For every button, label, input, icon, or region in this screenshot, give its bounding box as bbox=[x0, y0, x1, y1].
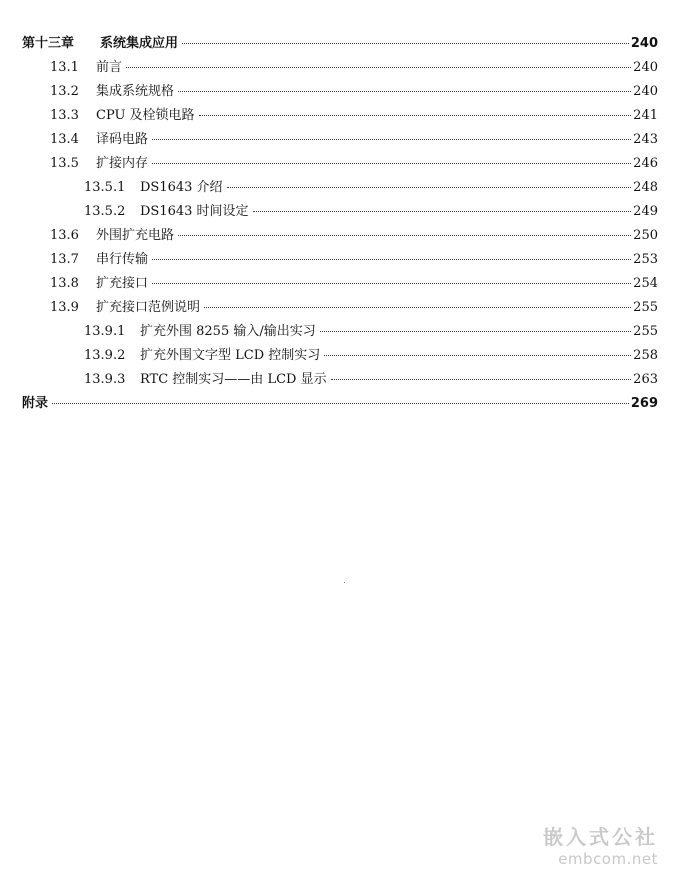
dot-leader bbox=[253, 211, 632, 212]
dot-leader bbox=[152, 163, 631, 164]
toc-entry-title: 系统集成应用 bbox=[100, 36, 179, 51]
toc-entry-title: 集成系统规格 bbox=[96, 84, 175, 99]
toc-entry-page: 255 bbox=[633, 324, 658, 339]
toc-entry-number: 13.5.2 bbox=[84, 204, 126, 219]
toc-entry-number: 13.7 bbox=[50, 252, 79, 267]
site-watermark bbox=[543, 825, 658, 869]
toc-entry-number: 13.9 bbox=[50, 300, 79, 315]
toc-entry-title: 串行传输 bbox=[96, 252, 149, 267]
toc-entry-number: 第十三章 bbox=[22, 36, 75, 51]
toc-entry-page: 248 bbox=[633, 180, 658, 195]
toc-entry-page: 254 bbox=[633, 276, 658, 291]
toc-entry-13-9 bbox=[50, 300, 658, 316]
toc-entry-title: 扩充外围 8255 输入/输出实习 bbox=[140, 324, 316, 339]
toc-entry-number: 13.9.2 bbox=[84, 348, 126, 363]
toc-entry-13-5 bbox=[50, 156, 658, 172]
dot-leader bbox=[178, 235, 631, 236]
toc-entry-page: 258 bbox=[633, 348, 658, 363]
toc-entry-number: 13.6 bbox=[50, 228, 79, 243]
toc-entry-13-9-1 bbox=[84, 324, 658, 340]
toc-entry-13-6 bbox=[50, 228, 658, 244]
dot-leader bbox=[152, 283, 631, 284]
toc-entry-number: 13.9.1 bbox=[84, 324, 126, 339]
toc-entry-number: 13.4 bbox=[50, 132, 79, 147]
toc-entry-title: RTC 控制实习——由 LCD 显示 bbox=[140, 372, 327, 387]
toc-entry-number: 13.5 bbox=[50, 156, 79, 171]
toc-entry-title: 外围扩充电路 bbox=[96, 228, 175, 243]
toc-entry-chapter-13 bbox=[22, 36, 658, 52]
dot-leader bbox=[152, 139, 631, 140]
toc-entry-number: 13.2 bbox=[50, 84, 79, 99]
dot-leader bbox=[199, 115, 632, 116]
toc-entry-title: 附录 bbox=[22, 396, 49, 411]
toc-entry-13-2 bbox=[50, 84, 658, 100]
dot-leader bbox=[52, 403, 629, 404]
toc-entry-number: 13.5.1 bbox=[84, 180, 126, 195]
toc-entry-title: 译码电路 bbox=[96, 132, 149, 147]
toc-entry-appendix bbox=[22, 396, 658, 412]
toc-entry-page: 269 bbox=[630, 396, 658, 411]
toc-entry-13-1 bbox=[50, 60, 658, 76]
toc-entry-number: 13.9.3 bbox=[84, 372, 126, 387]
toc-entry-13-7 bbox=[50, 252, 658, 268]
dot-leader bbox=[320, 331, 631, 332]
toc-entry-page: 246 bbox=[633, 156, 658, 171]
toc-entry-page: 240 bbox=[630, 36, 658, 51]
toc-entry-number: 13.8 bbox=[50, 276, 79, 291]
dot-leader bbox=[227, 187, 632, 188]
toc-entry-title: 前言 bbox=[96, 60, 123, 75]
toc-entry-13-5-2 bbox=[84, 204, 658, 220]
toc-entry-13-5-1 bbox=[84, 180, 658, 196]
toc-entry-13-4 bbox=[50, 132, 658, 148]
toc-entry-title: 扩充接口 bbox=[96, 276, 149, 291]
toc-entry-page: 250 bbox=[633, 228, 658, 243]
scan-speck bbox=[344, 582, 345, 583]
dot-leader bbox=[324, 355, 631, 356]
toc-entry-13-9-2 bbox=[84, 348, 658, 364]
toc-entry-page: 263 bbox=[633, 372, 658, 387]
toc-entry-number: 13.1 bbox=[50, 60, 79, 75]
watermark-domain-text: embcom.net bbox=[558, 850, 658, 868]
toc-entry-title: DS1643 介绍 bbox=[140, 180, 223, 195]
toc-entry-13-3 bbox=[50, 108, 658, 124]
toc-entry-title: CPU 及栓锁电路 bbox=[96, 108, 195, 123]
dot-leader bbox=[178, 91, 631, 92]
toc-entry-number: 13.3 bbox=[50, 108, 79, 123]
dot-leader bbox=[204, 307, 631, 308]
toc-entry-title: DS1643 时间设定 bbox=[140, 204, 249, 219]
dot-leader bbox=[126, 67, 631, 68]
toc-entry-13-9-3 bbox=[84, 372, 658, 388]
toc-entry-page: 243 bbox=[633, 132, 658, 147]
toc-entry-title: 扩充外围文字型 LCD 控制实习 bbox=[140, 348, 321, 363]
toc-entry-page: 253 bbox=[633, 252, 658, 267]
dot-leader bbox=[152, 259, 631, 260]
dot-leader bbox=[331, 379, 632, 380]
toc-entry-page: 240 bbox=[633, 60, 658, 75]
toc-entry-page: 241 bbox=[633, 108, 658, 123]
toc-entry-13-8 bbox=[50, 276, 658, 292]
toc-entry-page: 249 bbox=[633, 204, 658, 219]
dot-leader bbox=[182, 43, 629, 44]
toc-entry-page: 255 bbox=[633, 300, 658, 315]
toc-entry-title: 扩接内存 bbox=[96, 156, 149, 171]
toc-entry-page: 240 bbox=[633, 84, 658, 99]
toc-entry-title: 扩充接口范例说明 bbox=[96, 300, 201, 315]
watermark-chinese-text: 嵌入式公社 bbox=[543, 825, 658, 849]
